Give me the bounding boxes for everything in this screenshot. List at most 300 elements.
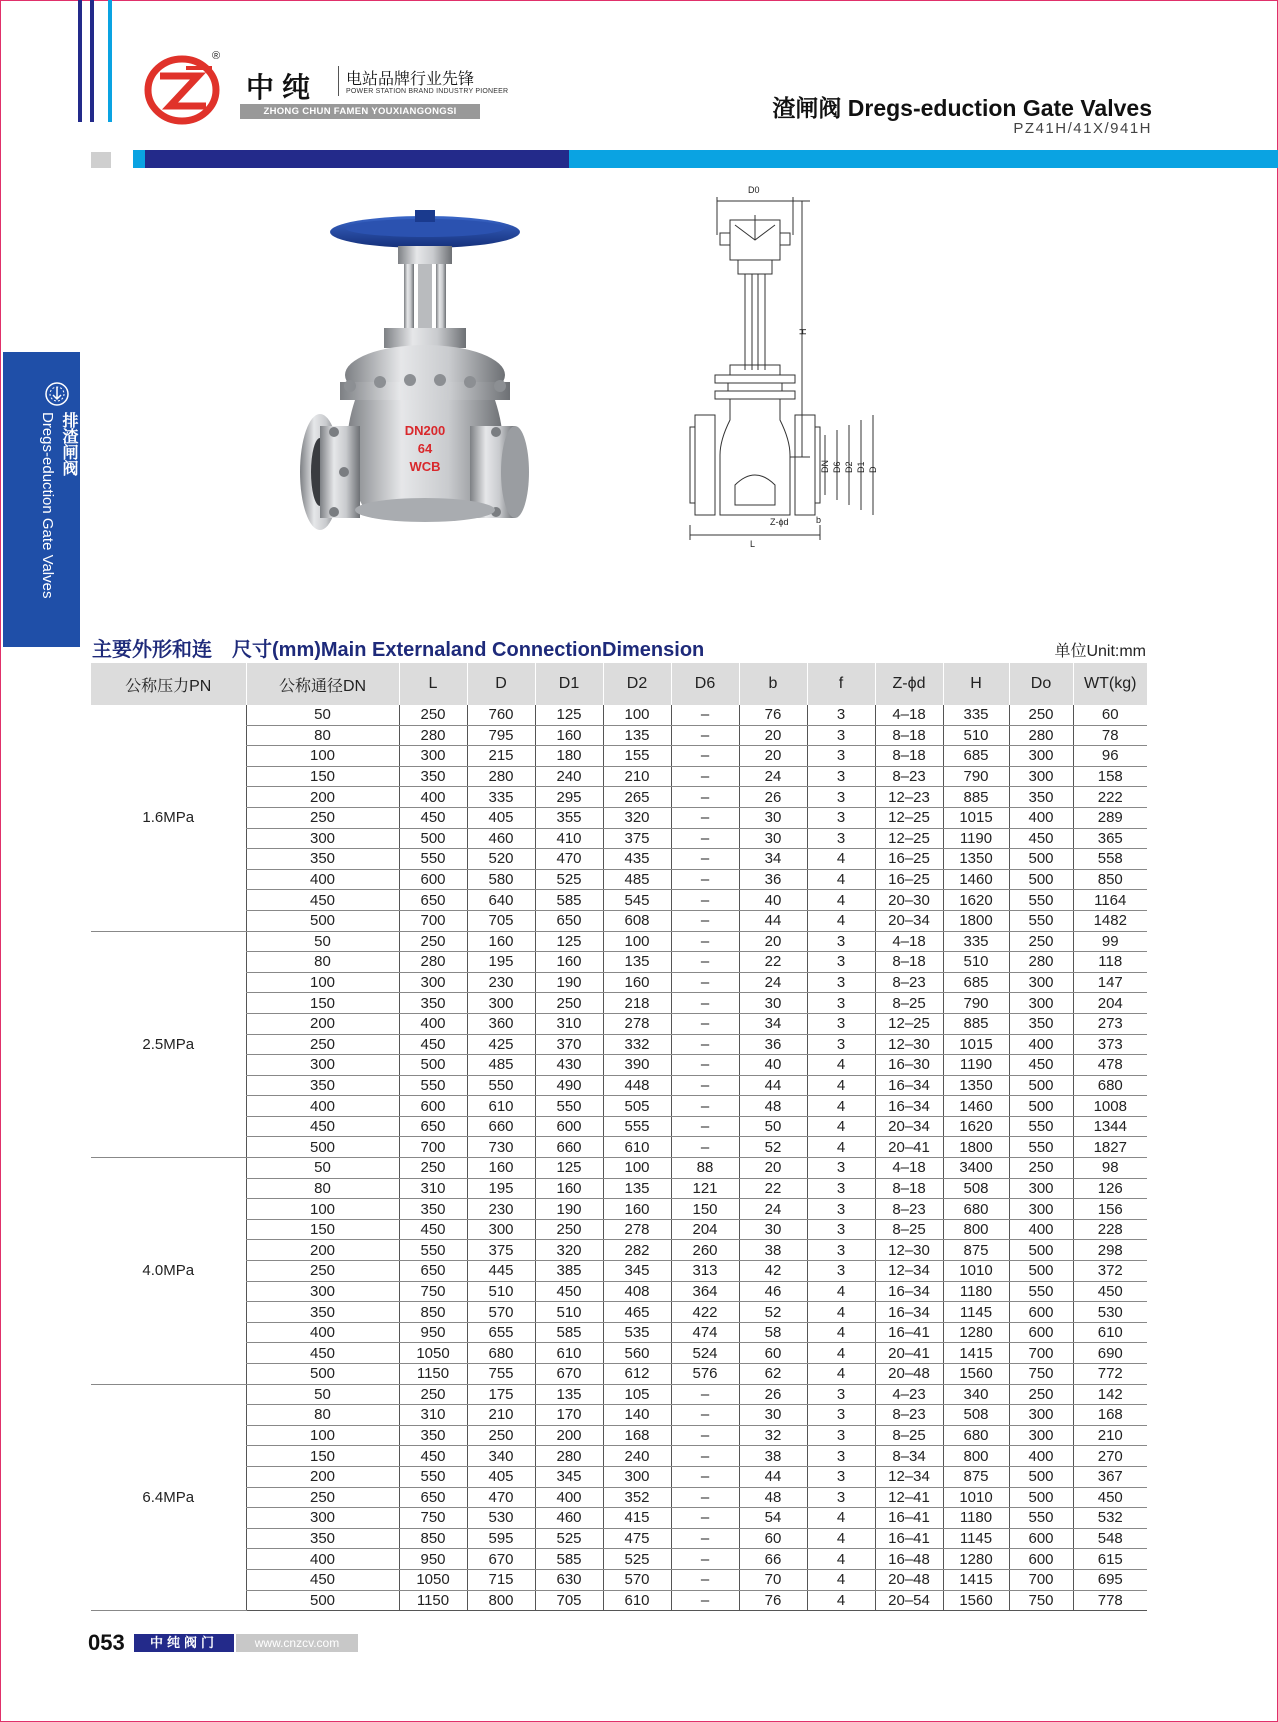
table-cell: 54: [739, 1508, 807, 1529]
table-cell: 450: [1073, 1281, 1147, 1302]
table-cell: 1344: [1073, 1116, 1147, 1137]
table-cell: –: [671, 1137, 739, 1158]
table-cell: –: [671, 972, 739, 993]
table-cell: 310: [399, 1178, 467, 1199]
table-cell: 16–34: [875, 1096, 943, 1117]
table-cell: 610: [467, 1096, 535, 1117]
table-cell: 3: [807, 1178, 875, 1199]
table-cell: 250: [1009, 1158, 1073, 1179]
table-cell: 300: [1009, 1425, 1073, 1446]
table-cell: 400: [246, 1096, 399, 1117]
table-cell: 1800: [943, 910, 1009, 931]
table-cell: 405: [467, 1466, 535, 1487]
table-row: [91, 1528, 1147, 1549]
table-cell: 34: [739, 1013, 807, 1034]
table-cell: 46: [739, 1281, 807, 1302]
table-cell: 608: [603, 910, 671, 931]
table-row: [91, 1549, 1147, 1570]
side-label-cn: 排渣闸阀: [60, 412, 77, 476]
table-cell: 52: [739, 1302, 807, 1323]
table-cell: 44: [739, 1466, 807, 1487]
table-row: [91, 1199, 1147, 1220]
table-cell: 50: [246, 931, 399, 952]
table-cell: 320: [603, 807, 671, 828]
table-cell: 160: [535, 1178, 603, 1199]
table-cell: –: [671, 1549, 739, 1570]
table-cell: 558: [1073, 849, 1147, 870]
table-cell: 300: [246, 1508, 399, 1529]
table-cell: –: [671, 869, 739, 890]
table-cell: 300: [467, 993, 535, 1014]
table-cell: 158: [1073, 766, 1147, 787]
table-cell: 3: [807, 1219, 875, 1240]
table-cell: 350: [246, 1528, 399, 1549]
table-cell: 1827: [1073, 1137, 1147, 1158]
table-cell: 4: [807, 1322, 875, 1343]
column-header: D1: [535, 663, 603, 705]
table-cell: 150: [246, 993, 399, 1014]
table-cell: 200: [535, 1425, 603, 1446]
table-row: [91, 1508, 1147, 1529]
table-cell: 265: [603, 787, 671, 808]
table-cell: 20–48: [875, 1569, 943, 1590]
table-cell: 8–23: [875, 766, 943, 787]
table-cell: 160: [535, 725, 603, 746]
section-title: 主要外形和连 尺寸(mm)Main Externaland ConnectionDimension: [92, 639, 705, 661]
casting-mark-material: WCB: [409, 459, 441, 474]
table-cell: 655: [467, 1322, 535, 1343]
table-cell: 660: [535, 1137, 603, 1158]
table-cell: –: [671, 1096, 739, 1117]
table-cell: 1415: [943, 1343, 1009, 1364]
table-cell: 400: [246, 1322, 399, 1343]
table-cell: 690: [1073, 1343, 1147, 1364]
table-cell: 20–54: [875, 1590, 943, 1611]
table-cell: –: [671, 1055, 739, 1076]
table-cell: 372: [1073, 1261, 1147, 1282]
table-cell: 8–25: [875, 1425, 943, 1446]
table-cell: 375: [603, 828, 671, 849]
table-cell: 576: [671, 1364, 739, 1385]
table-cell: 474: [671, 1322, 739, 1343]
table-cell: 3: [807, 1158, 875, 1179]
table-cell: 16–41: [875, 1322, 943, 1343]
valve-photo: [300, 210, 530, 595]
table-cell: 600: [535, 1116, 603, 1137]
dim-label-dn: DN: [820, 460, 830, 473]
table-cell: 12–34: [875, 1466, 943, 1487]
table-cell: 300: [399, 746, 467, 767]
table-cell: 250: [1009, 931, 1073, 952]
table-cell: 250: [399, 705, 467, 725]
table-cell: 400: [246, 869, 399, 890]
table-cell: 200: [246, 1240, 399, 1261]
table-cell: 30: [739, 1405, 807, 1426]
table-cell: 450: [1009, 828, 1073, 849]
table-cell: 500: [399, 828, 467, 849]
table-cell: 320: [535, 1240, 603, 1261]
table-row: [91, 746, 1147, 767]
table-cell: 750: [399, 1281, 467, 1302]
table-cell: 36: [739, 1034, 807, 1055]
table-cell: 475: [603, 1528, 671, 1549]
table-cell: 345: [603, 1261, 671, 1282]
table-cell: 12–30: [875, 1240, 943, 1261]
table-cell: 550: [467, 1075, 535, 1096]
table-cell: 300: [1009, 746, 1073, 767]
column-header: b: [739, 663, 807, 705]
table-cell: 4: [807, 1528, 875, 1549]
table-cell: –: [671, 1466, 739, 1487]
table-cell: 218: [603, 993, 671, 1014]
table-row: [91, 910, 1147, 931]
table-cell: 30: [739, 807, 807, 828]
table-cell: 550: [1009, 910, 1073, 931]
table-cell: 168: [1073, 1405, 1147, 1426]
table-cell: 500: [1009, 1261, 1073, 1282]
table-cell: 99: [1073, 931, 1147, 952]
side-label-en: Dregs-eduction Gate Valves: [39, 412, 56, 599]
table-cell: 250: [246, 807, 399, 828]
table-row: [91, 1178, 1147, 1199]
table-cell: 1010: [943, 1261, 1009, 1282]
dim-label-l: L: [750, 539, 756, 549]
table-cell: 550: [1009, 1281, 1073, 1302]
table-cell: 100: [603, 705, 671, 725]
table-cell: 750: [1009, 1364, 1073, 1385]
table-cell: 680: [467, 1343, 535, 1364]
table-cell: 160: [535, 952, 603, 973]
table-cell: 450: [1073, 1487, 1147, 1508]
table-cell: 250: [399, 1384, 467, 1405]
table-cell: 500: [246, 1137, 399, 1158]
table-row: [91, 1013, 1147, 1034]
table-cell: 1050: [399, 1343, 467, 1364]
table-cell: 408: [603, 1281, 671, 1302]
table-cell: 615: [1073, 1549, 1147, 1570]
table-cell: 250: [1009, 705, 1073, 725]
table-cell: 100: [246, 972, 399, 993]
table-row: [91, 1322, 1147, 1343]
table-cell: 1150: [399, 1590, 467, 1611]
table-cell: 38: [739, 1446, 807, 1467]
table-cell: 450: [399, 1446, 467, 1467]
table-row: [91, 1384, 1147, 1405]
table-cell: 364: [671, 1281, 739, 1302]
table-cell: 670: [535, 1364, 603, 1385]
table-cell: 385: [535, 1261, 603, 1282]
column-header: D6: [671, 663, 739, 705]
table-cell: 3: [807, 807, 875, 828]
table-row: [91, 1116, 1147, 1137]
table-cell: 4: [807, 890, 875, 911]
table-cell: 250: [399, 1158, 467, 1179]
column-header: D: [467, 663, 535, 705]
table-cell: 450: [399, 1034, 467, 1055]
dim-label-b: b: [816, 515, 822, 525]
slogan-en: POWER STATION BRAND INDUSTRY PIONEER: [346, 88, 509, 95]
table-cell: 700: [399, 1137, 467, 1158]
table-cell: 510: [943, 952, 1009, 973]
table-cell: 4: [807, 1055, 875, 1076]
table-cell: 20: [739, 931, 807, 952]
table-body: [91, 705, 1147, 1611]
table-cell: 570: [603, 1569, 671, 1590]
table-cell: 500: [246, 1590, 399, 1611]
table-cell: 1008: [1073, 1096, 1147, 1117]
table-cell: 750: [399, 1508, 467, 1529]
table-cell: 680: [943, 1425, 1009, 1446]
table-row: [91, 1466, 1147, 1487]
table-cell: 410: [535, 828, 603, 849]
table-cell: 3400: [943, 1158, 1009, 1179]
table-cell: 500: [399, 1055, 467, 1076]
table-cell: 680: [943, 1199, 1009, 1220]
table-cell: –: [671, 1528, 739, 1549]
table-cell: 80: [246, 1178, 399, 1199]
table-cell: 200: [246, 1013, 399, 1034]
table-cell: 450: [246, 1343, 399, 1364]
table-cell: 200: [246, 1466, 399, 1487]
table-row: [91, 993, 1147, 1014]
table-cell: 44: [739, 1075, 807, 1096]
table-cell: 365: [1073, 828, 1147, 849]
table-cell: 350: [1009, 1013, 1073, 1034]
table-cell: 121: [671, 1178, 739, 1199]
table-cell: 3: [807, 705, 875, 725]
table-cell: 300: [1009, 1405, 1073, 1426]
pressure-class-cell: 4.0MPa: [91, 1158, 246, 1385]
table-cell: –: [671, 1446, 739, 1467]
table-cell: 600: [1009, 1322, 1073, 1343]
table-cell: 400: [1009, 807, 1073, 828]
table-cell: 950: [399, 1549, 467, 1570]
table-cell: 4–23: [875, 1384, 943, 1405]
table-cell: 350: [246, 1302, 399, 1323]
table-cell: 300: [1009, 993, 1073, 1014]
table-cell: 778: [1073, 1590, 1147, 1611]
table-cell: 4: [807, 1096, 875, 1117]
table-cell: 1015: [943, 807, 1009, 828]
table-cell: 560: [603, 1343, 671, 1364]
table-cell: 4: [807, 1343, 875, 1364]
table-cell: 78: [1073, 725, 1147, 746]
table-cell: 350: [399, 766, 467, 787]
page-title: 渣闸阀 Dregs-eduction Gate Valves: [772, 95, 1152, 121]
table-cell: 510: [467, 1281, 535, 1302]
table-cell: 1800: [943, 1137, 1009, 1158]
table-cell: 550: [399, 849, 467, 870]
table-cell: 96: [1073, 746, 1147, 767]
table-cell: 4: [807, 1116, 875, 1137]
table-cell: 500: [246, 910, 399, 931]
table-cell: 705: [535, 1590, 603, 1611]
header-rule-blue-1: [78, 0, 82, 122]
table-cell: 50: [246, 1158, 399, 1179]
table-cell: 3: [807, 1405, 875, 1426]
table-cell: 126: [1073, 1178, 1147, 1199]
table-cell: 26: [739, 1384, 807, 1405]
table-cell: 760: [467, 705, 535, 725]
table-cell: 40: [739, 1055, 807, 1076]
table-cell: 250: [246, 1487, 399, 1508]
table-cell: 1180: [943, 1508, 1009, 1529]
table-cell: 405: [467, 807, 535, 828]
table-cell: 50: [739, 1116, 807, 1137]
table-cell: 610: [535, 1343, 603, 1364]
table-cell: 168: [603, 1425, 671, 1446]
table-cell: 12–41: [875, 1487, 943, 1508]
dimension-drawing: [690, 185, 910, 590]
table-cell: 8–34: [875, 1446, 943, 1467]
table-cell: –: [671, 993, 739, 1014]
table-cell: 3: [807, 1446, 875, 1467]
table-cell: 125: [535, 931, 603, 952]
table-cell: 20: [739, 746, 807, 767]
table-cell: 20–41: [875, 1343, 943, 1364]
table-cell: 313: [671, 1261, 739, 1282]
table-cell: 3: [807, 1013, 875, 1034]
table-cell: 1010: [943, 1487, 1009, 1508]
table-cell: 26: [739, 787, 807, 808]
table-cell: 20–41: [875, 1137, 943, 1158]
table-cell: 610: [1073, 1322, 1147, 1343]
table-cell: 4: [807, 910, 875, 931]
table-cell: 1482: [1073, 910, 1147, 931]
table-cell: 1460: [943, 869, 1009, 890]
table-cell: 795: [467, 725, 535, 746]
table-cell: 500: [246, 1364, 399, 1385]
table-cell: 1350: [943, 1075, 1009, 1096]
table-cell: 585: [535, 1549, 603, 1570]
table-cell: 685: [943, 972, 1009, 993]
table-cell: 430: [535, 1055, 603, 1076]
table-cell: 700: [1009, 1343, 1073, 1364]
table-cell: 250: [1009, 1384, 1073, 1405]
table-cell: 3: [807, 1199, 875, 1220]
table-cell: –: [671, 828, 739, 849]
table-cell: 390: [603, 1055, 671, 1076]
table-cell: 270: [1073, 1446, 1147, 1467]
table-cell: 3: [807, 1240, 875, 1261]
table-cell: 100: [603, 931, 671, 952]
table-cell: 630: [535, 1569, 603, 1590]
table-cell: 8–25: [875, 1219, 943, 1240]
table-cell: 1560: [943, 1590, 1009, 1611]
table-cell: 190: [535, 972, 603, 993]
table-cell: 425: [467, 1034, 535, 1055]
table-cell: 298: [1073, 1240, 1147, 1261]
table-cell: 1164: [1073, 890, 1147, 911]
table-cell: 80: [246, 1405, 399, 1426]
table-row: [91, 725, 1147, 746]
table-cell: 525: [535, 869, 603, 890]
table-cell: 508: [943, 1405, 1009, 1426]
table-cell: 422: [671, 1302, 739, 1323]
table-cell: 16–30: [875, 1055, 943, 1076]
table-cell: 16–25: [875, 849, 943, 870]
table-cell: 530: [467, 1508, 535, 1529]
table-row: [91, 1158, 1147, 1179]
table-cell: 62: [739, 1364, 807, 1385]
table-cell: 400: [246, 1549, 399, 1570]
table-cell: 508: [943, 1178, 1009, 1199]
table-cell: 250: [246, 1261, 399, 1282]
table-cell: 510: [535, 1302, 603, 1323]
table-cell: –: [671, 849, 739, 870]
table-cell: 345: [535, 1466, 603, 1487]
table-cell: 150: [246, 766, 399, 787]
table-cell: 210: [603, 766, 671, 787]
table-cell: 20–30: [875, 890, 943, 911]
slogan-cn: 电站品牌行业先锋: [346, 71, 475, 88]
table-cell: 1560: [943, 1364, 1009, 1385]
table-cell: 550: [399, 1075, 467, 1096]
table-cell: 3: [807, 746, 875, 767]
table-cell: 147: [1073, 972, 1147, 993]
table-cell: 300: [246, 1055, 399, 1076]
table-cell: 300: [246, 1281, 399, 1302]
table-cell: 335: [943, 931, 1009, 952]
table-cell: 730: [467, 1137, 535, 1158]
table-row: [91, 1075, 1147, 1096]
table-cell: 435: [603, 849, 671, 870]
table-row: [91, 828, 1147, 849]
table-cell: 3: [807, 1384, 875, 1405]
table-cell: 150: [246, 1219, 399, 1240]
table-cell: 550: [1009, 1508, 1073, 1529]
table-cell: 8–18: [875, 725, 943, 746]
table-cell: 400: [1009, 1219, 1073, 1240]
table-cell: 300: [1009, 1178, 1073, 1199]
table-cell: 610: [603, 1590, 671, 1611]
table-cell: –: [671, 807, 739, 828]
table-cell: –: [671, 1116, 739, 1137]
table-cell: 450: [246, 1116, 399, 1137]
table-cell: –: [671, 766, 739, 787]
table-row: [91, 869, 1147, 890]
table-cell: 460: [467, 828, 535, 849]
column-header: 公称压力PN: [91, 663, 246, 705]
unit-label: 单位Unit:mm: [1054, 643, 1146, 660]
header-bar-navy: [133, 150, 569, 168]
table-row: [91, 1425, 1147, 1446]
table-cell: 4: [807, 1508, 875, 1529]
table-cell: 585: [535, 1322, 603, 1343]
table-cell: 170: [535, 1405, 603, 1426]
casting-mark-dn: DN200: [404, 423, 446, 438]
table-cell: 370: [535, 1034, 603, 1055]
table-cell: 750: [1009, 1590, 1073, 1611]
brand-bar: ZHONG CHUN FAMEN YOUXIANGONGSI: [240, 104, 480, 119]
table-cell: 875: [943, 1240, 1009, 1261]
table-cell: 530: [1073, 1302, 1147, 1323]
table-cell: 150: [246, 1446, 399, 1467]
table-cell: –: [671, 1034, 739, 1055]
table-cell: 850: [1073, 869, 1147, 890]
footer-url: www.cnzcv.com: [236, 1634, 358, 1652]
table-cell: 500: [1009, 869, 1073, 890]
table-cell: –: [671, 1425, 739, 1446]
pressure-class-cell: 1.6MPa: [91, 705, 246, 931]
table-cell: 350: [399, 1199, 467, 1220]
table-cell: 460: [535, 1508, 603, 1529]
table-cell: 600: [399, 1096, 467, 1117]
table-cell: 200: [246, 787, 399, 808]
table-cell: –: [671, 1569, 739, 1590]
table-cell: 400: [399, 1013, 467, 1034]
header-square: [91, 152, 111, 168]
